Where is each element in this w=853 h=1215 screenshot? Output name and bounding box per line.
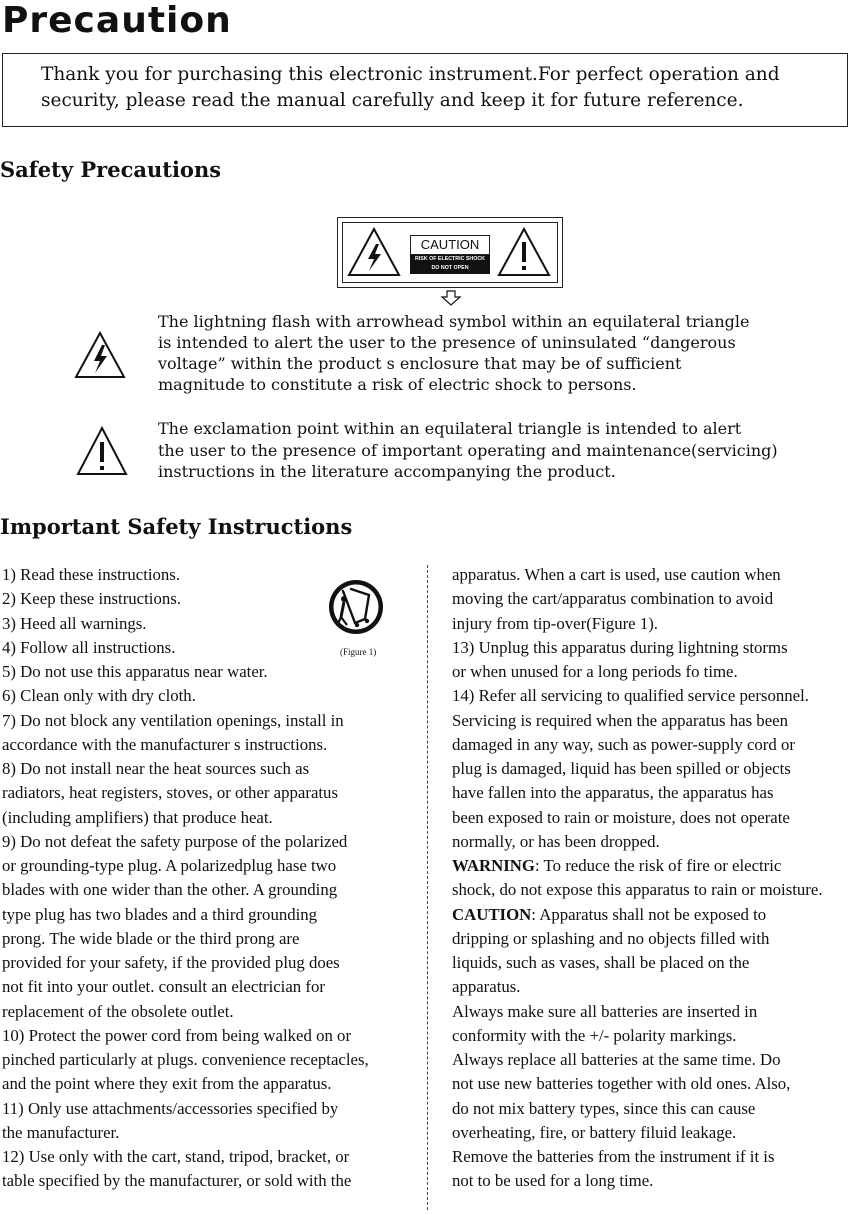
- instruction-line: 12) Use only with the cart, stand, tripod, bracket, or: [2, 1147, 350, 1166]
- intro-line: Thank you for purchasing this electronic instrument.For perfect operation and: [41, 64, 780, 85]
- exclamation-text-line: instructions in the literature accompanying the product.: [158, 462, 616, 481]
- instruction-line: [452, 589, 773, 609]
- instruction-text: apparatus.: [452, 977, 521, 997]
- instruction-line: or grounding-type plug. A polarizedplug hase two: [2, 856, 337, 875]
- instruction-line: 8) Do not install near the heat sources such as: [2, 759, 310, 778]
- exclamation-triangle-icon: [496, 226, 552, 278]
- caution-label-graphic: [337, 217, 563, 288]
- intro-box: [2, 53, 848, 127]
- exclamation-text-line: the user to the presence of important operating and maintenance(servicing): [158, 441, 778, 460]
- instruction-line: type plug has two blades and a third grounding: [2, 904, 318, 924]
- instruction-text: been exposed to rain or moisture, does not operate: [452, 807, 790, 827]
- lightning-triangle-icon: [74, 331, 126, 379]
- instruction-line: provided for your safety, if the provided plug does: [2, 953, 340, 972]
- instruction-line: 1) Read these instructions.: [2, 565, 181, 584]
- instruction-line: blades with one wider than the other. A grounding: [2, 880, 338, 900]
- column-divider: [427, 565, 428, 1210]
- instruction-text: : To reduce the risk of fire or electric: [534, 856, 782, 875]
- caution-sub-line: DO NOT OPEN: [431, 265, 469, 271]
- instruction-line: pinched particularly at plugs. convenience receptacles,: [2, 1050, 369, 1069]
- instruction-line: [452, 977, 521, 997]
- instruction-line: [452, 1147, 775, 1167]
- lightning-text-line: is intended to alert the user to the presence of uninsulated “dangerous: [158, 333, 736, 352]
- figure-caption: (Figure 1): [340, 647, 377, 657]
- instruction-line: [452, 711, 788, 731]
- instruction-line: 5) Do not use this apparatus near water.: [2, 662, 268, 681]
- instruction-text: Servicing is required when the apparatus has been: [452, 710, 788, 730]
- lightning-text-line: The lightning flash with arrowhead symbol within an equilateral triangle: [158, 312, 750, 331]
- instruction-line: 9) Do not defeat the safety purpose of the polarized: [2, 831, 348, 851]
- instruction-line: [452, 832, 660, 852]
- instruction-text: or when unused for a long periods fo time.: [452, 662, 738, 681]
- instruction-text: : Apparatus shall not be exposed to: [531, 904, 767, 924]
- page-title: Precaution: [2, 0, 232, 41]
- instruction-line: prong. The wide blade or the third prong are: [2, 928, 300, 948]
- lightning-text-line: voltage” within the product s enclosure that may be of sufficient: [158, 354, 682, 373]
- caution-sub-line: RISK OF ELECTRIC SHOCK: [414, 256, 486, 262]
- instruction-line: 11) Only use attachments/accessories specified by: [2, 1098, 339, 1118]
- instruction-line: [452, 1171, 653, 1191]
- instruction-line: [452, 638, 788, 658]
- safety-precautions-heading: Safety Precautions: [0, 157, 222, 182]
- instruction-text: liquids, such as vases, shall be placed on the: [452, 953, 750, 972]
- instruction-text: dripping or splashing and no objects filled with: [452, 928, 770, 948]
- instruction-text: do not mix battery types, since this can cause: [452, 1098, 756, 1118]
- instruction-line: [452, 614, 658, 634]
- instruction-keyword: WARNING: [452, 856, 535, 875]
- instruction-line: [452, 735, 795, 755]
- lightning-text-line: magnitude to constitute a risk of electric shock to persons.: [158, 375, 637, 394]
- instruction-text: damaged in any way, such as power-supply cord or: [452, 734, 795, 754]
- cart-tip-over-icon: [327, 577, 385, 637]
- instruction-line: [452, 953, 749, 973]
- instruction-line: 2) Keep these instructions.: [2, 589, 181, 609]
- instruction-text: plug is damaged, liquid has been spilled or objects: [452, 759, 791, 778]
- instruction-line: [452, 783, 774, 803]
- instruction-text: moving the cart/apparatus combination to avoid: [452, 589, 774, 609]
- instruction-keyword: CAUTION: [452, 904, 532, 924]
- instruction-line: [452, 686, 809, 706]
- instruction-line: and the point where they exit from the apparatus.: [2, 1074, 332, 1094]
- instruction-line: [452, 565, 781, 585]
- instruction-line: [452, 905, 766, 925]
- instruction-text: apparatus. When a cart is used, use caution when: [452, 565, 781, 584]
- instruction-line: accordance with the manufacturer s instructions.: [2, 734, 328, 754]
- instruction-text: not use new batteries together with old ones. Also,: [452, 1074, 791, 1094]
- instruction-line: [452, 1026, 736, 1046]
- exclamation-text-line: The exclamation point within an equilateral triangle is intended to alert: [158, 419, 742, 438]
- instruction-text: Always replace all batteries at the same time. Do: [452, 1050, 781, 1069]
- lightning-triangle-icon: [346, 226, 402, 278]
- instruction-line: [452, 1099, 755, 1119]
- instruction-line: the manufacturer.: [2, 1122, 120, 1142]
- instruction-line: 4) Follow all instructions.: [2, 637, 176, 657]
- exclamation-triangle-icon: [76, 426, 128, 476]
- instruction-text: shock, do not expose this apparatus to rain or moisture.: [452, 880, 823, 900]
- instruction-line: not fit into your outlet. consult an electrician for: [2, 977, 325, 997]
- instruction-line: [452, 1050, 781, 1070]
- instruction-text: conformity with the +/- polarity markings.: [452, 1025, 737, 1045]
- instruction-line: 7) Do not block any ventilation openings, install in: [2, 710, 344, 730]
- instruction-text: injury from tip-over(Figure 1).: [452, 613, 658, 633]
- instruction-line: [452, 759, 791, 779]
- instruction-text: Always make sure all batteries are inserted in: [452, 1001, 758, 1021]
- instruction-line: 6) Clean only with dry cloth.: [2, 686, 196, 706]
- instruction-line: [452, 929, 769, 949]
- intro-line: security, please read the manual carefully and keep it for future reference.: [41, 90, 744, 111]
- instruction-line: radiators, heat registers, stoves, or other apparatus: [2, 783, 338, 803]
- instruction-line: table specified by the manufacturer, or sold with the: [2, 1171, 352, 1191]
- instruction-text: 13) Unplug this apparatus during lightning storms: [452, 637, 788, 657]
- instruction-line: (including amplifiers) that produce heat.: [2, 807, 273, 827]
- instruction-text: have fallen into the apparatus, the apparatus has: [452, 783, 774, 803]
- instruction-text: overheating, fire, or battery filuid leakage.: [452, 1122, 737, 1142]
- down-arrow-icon: [441, 290, 461, 306]
- instruction-text: 14) Refer all servicing to qualified service personnel.: [452, 686, 809, 706]
- instruction-line: [452, 856, 781, 876]
- instruction-text: not to be used for a long time.: [452, 1171, 654, 1191]
- instruction-line: [452, 1123, 736, 1143]
- instruction-text: normally, or has been dropped.: [452, 831, 660, 851]
- instruction-line: 3) Heed all warnings.: [2, 613, 147, 633]
- caution-label-title: CAUTION: [410, 235, 490, 255]
- instruction-line: [452, 808, 790, 828]
- instruction-line: 10) Protect the power cord from being walked on or: [2, 1025, 352, 1045]
- instruction-line: [452, 662, 738, 682]
- instruction-line: replacement of the obsolete outlet.: [2, 1001, 234, 1021]
- instruction-line: [452, 1002, 757, 1022]
- instruction-text: Remove the batteries from the instrument if it is: [452, 1147, 775, 1166]
- important-instructions-heading: Important Safety Instructions: [0, 514, 353, 539]
- instruction-line: [452, 1074, 790, 1094]
- caution-label-subtitle: [410, 255, 490, 274]
- instruction-line: [452, 880, 823, 900]
